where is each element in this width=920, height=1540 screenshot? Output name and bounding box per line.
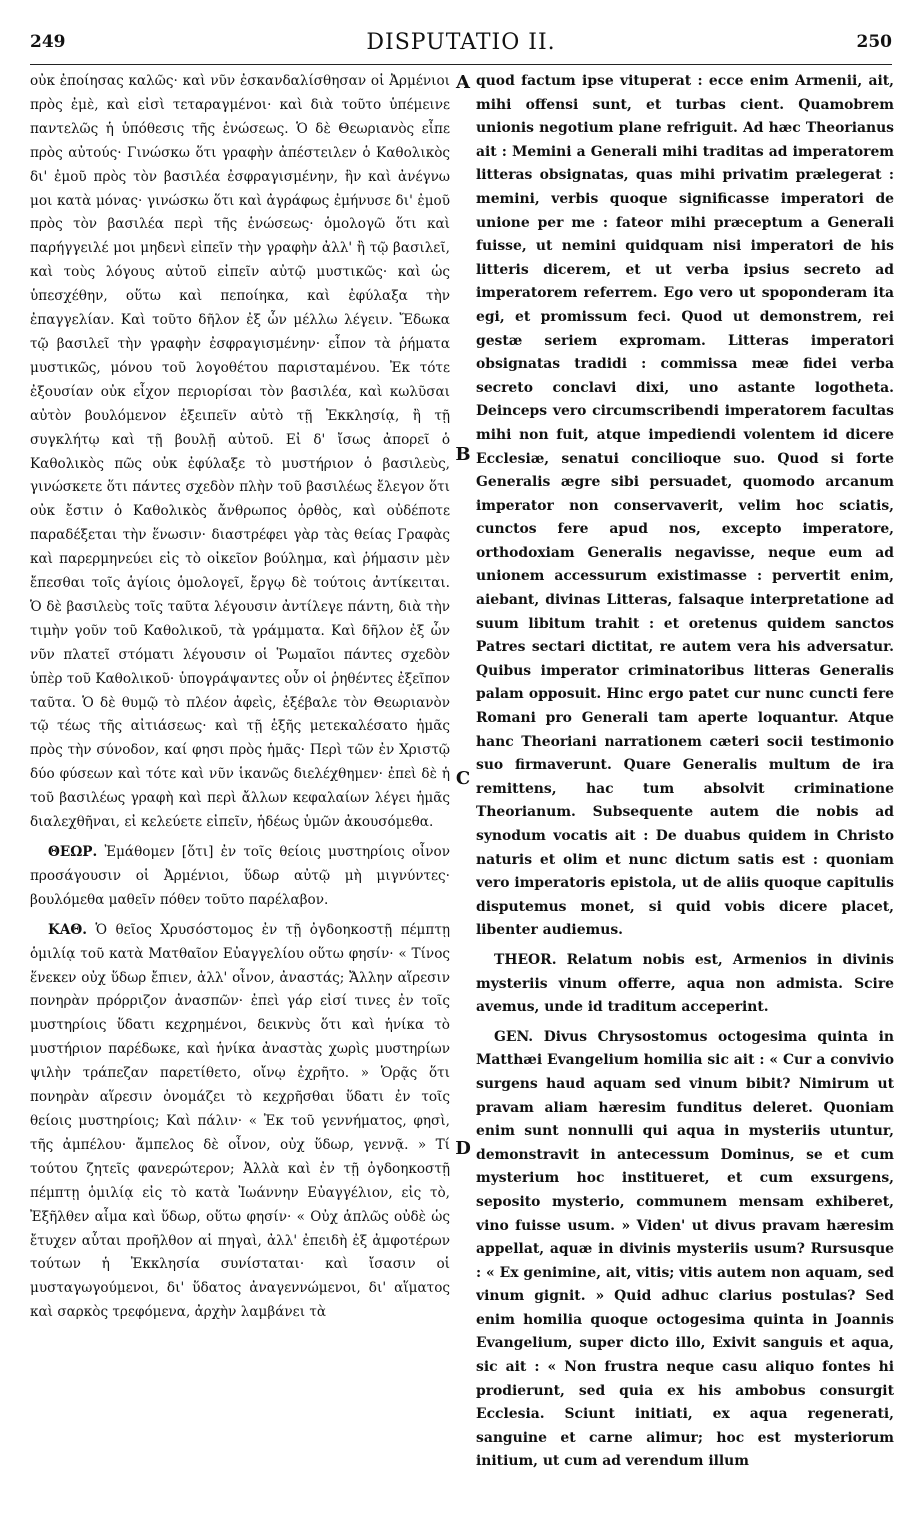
- greek-column: [30, 70, 450, 1520]
- speaker-label: THEOR.: [494, 951, 557, 968]
- latin-column: [476, 70, 894, 1520]
- margin-marker-d: D: [455, 1138, 471, 1159]
- page-number-left: 249: [30, 32, 66, 52]
- page-number-right: 250: [856, 32, 892, 52]
- speaker-label: GEN.: [494, 1028, 534, 1045]
- latin-paragraph: [476, 1026, 894, 1474]
- speaker-label: ΘΕΩΡ.: [48, 844, 98, 860]
- greek-paragraph: [30, 841, 450, 913]
- latin-paragraph: quod factum ipse vituperat : ecce enim Armenii, ait, mihi offensi sunt, et turbas cient. Quamobrem unionis negotium plane refriguit. Ad hæc Theorianus ait : Memini a Generali mihi traditas ad imperatorem litteras obsignatas, quas mihi privatim prælegerat : memini, verbis quoque significasse imperatori de unione per me : fateor mihi præceptum a Generali fuisse, ut nemini quidquam nisi imperatori de his litteris dicerem, et ut verba ipsius secreto ad imperatorem referrem. Ego vero ut spoponderam ita egi, et promissum feci. Quod ut demonstrem, rei gestæ seriem expromam. Litteras imperatori obsignatas tradidi : commissa meæ fidei verba secreto conclavi dixi, uno astante logotheta. Deinceps vero circumscribendi imperatorem facultas mihi non fuit, atque impediendi volentem id dicere Ecclesiæ, senatui concilioque suo. Quod si forte Generalis ægre sibi persuadet, quomodo arcanum imperator non conservaverit, velim hoc sciatis, cunctos fere apud nos, excepto imperatore, orthodoxiam Generalis negavisse, neque eum ad unionem accessurum existimasse : pervertit enim, aiebant, divinas Litteras, falsaque interpretatione ad suum libitum trahit : et oretenus quidem sanctos Patres sectari dictitat, re autem vera his adversatur. Quibus imperator criminatoribus litteras Generalis palam opposuit. Hinc ergo patet cur nunc cuncti fere Romani pro Generali tam aperte loquantur. Atque hanc Theoriani narrationem cæteri socii testimonio suo firmaverunt. Quare Generalis multum de ira remittens, hac tum absolvit criminatione Theorianum. Subsequente autem die nobis ad synodum vocatis ait : De duabus quidem in Christo naturis et olim et nunc dictum satis est : quoniam vero imperatoris epistola, ut de aliis quoque capitulis disputemus monet, si quid vobis dicere placet, libenter audiemus.: [476, 73, 894, 939]
- greek-paragraph-text: Ὁ θεῖος Χρυσόστομος ἐν τῇ ὀγδοηκοστῇ πέμπτῃ ὁμιλίᾳ τοῦ κατὰ Ματθαῖον Εὐαγγελίου οὕτω φησίν· « Τίνος ἕνεκεν οὐχ ὕδωρ ἔπιεν, ἀλλ' οἶνον, ἀναστάς; Ἄλλην αἵρεσιν πονηρὰν πρόρριζον ἀνασπῶν· ἐπεὶ γάρ εἰσί τινες ἐν τοῖς μυστηρίοις ὕδατι κεχρημένοι, δεικνὺς ὅτι καὶ ἡνίκα τὸ μυστήριον παρέδωκε, καὶ ἡνίκα ἀναστὰς χωρὶς μυστηρίων ψιλὴν τράπεζαν παρετίθετο, οἴνῳ ἐχρῆτο. » Ὁρᾷς ὅτι πονηρὰν αἵρεσιν ὀνομάζει τὸ κεχρῆσθαι ὕδατι ἐν τοῖς θείοις μυστηρίοις; Καὶ πάλιν· « Ἐκ τοῦ γεννήματος, φησὶ, τῆς ἀμπέλου· ἄμπελος δὲ οἶνον, οὐχ ὕδωρ, γεννᾷ. » Τί τούτου ζητεῖς φανερώτερον; Ἀλλὰ καὶ ἐν τῇ ὀγδοηκοστῇ πέμπτῃ ὁμιλίᾳ εἰς τὸ κατὰ Ἰωάννην Εὐαγγέλιον, εἰς τὸ, Ἐξῆλθεν αἷμα καὶ ὕδωρ, οὕτω φησίν· « Οὐχ ἁπλῶς οὐδὲ ὡς ἔτυχεν αὗται προῆλθον αἱ πηγαὶ, ἀλλ' ἐπειδὴ ἐξ ἀμφοτέρων τούτων ἡ Ἐκκλησία συνίσταται· καὶ ἴσασιν οἱ μυσταγωγούμενοι, δι' ὕδατος ἀναγεννώμενοι, δι' αἵματος καὶ σαρκὸς τρεφόμενα, ἀρχὴν λαμβάνει τὰ: [30, 921, 450, 1321]
- greek-paragraph: [30, 919, 450, 1325]
- latin-paragraph: [476, 949, 894, 1020]
- margin-marker-b: B: [455, 444, 471, 465]
- margin-marker-a: A: [456, 72, 470, 93]
- latin-paragraph-text: Relatum nobis est, Armenios in divinis mysteriis vinum offerre, aqua non admista. Scire avemus, unde id traditum acceperint.: [476, 951, 894, 1016]
- margin-marker-c: C: [455, 768, 471, 789]
- greek-paragraph: οὐκ ἐποίησας καλῶς· καὶ νῦν ἐσκανδαλίσθησαν οἱ Ἀρμένιοι πρὸς ἐμὲ, καὶ εἰσὶ τεταραγμένοι· καὶ διὰ τοῦτο ὑπέμεινε παντελῶς ἡ ὑπόθεσις τῆς ἑνώσεως. Ὁ δὲ Θεωριανὸς εἶπε πρὸς αὐτούς· Γινώσκω ὅτι γραφὴν ἀπέστειλεν ὁ Καθολικὸς δι' ἐμοῦ πρὸς τὸν βασιλέα ἐσφραγισμένην, ἣν καὶ ἀνέγνω μοι κατὰ μόνας· γινώσκω ὅτι καὶ ἀγράφως ἐμήνυσε δι' ἐμοῦ πρὸς τὸν βασιλέα περὶ τῆς ἑνώσεως· ὁμολογῶ ὅτι καὶ παρήγγειλέ μοι μηδενὶ εἰπεῖν τὴν γραφὴν ἀλλ' ἢ τῷ βασιλεῖ, καὶ τοὺς λόγους αὐτοῦ εἰπεῖν αὐτῷ μυστικῶς· καὶ ὡς ὑπεσχέθην, οὕτω καὶ πεποίηκα, καὶ ἐφύλαξα τὴν ἐπαγγελίαν. Καὶ τοῦτο δῆλον ἐξ ὧν μέλλω λέγειν. Ἔδωκα τῷ βασιλεῖ τὴν γραφὴν ἐσφραγισμένην· εἶπον τὰ ῥήματα μυστικῶς, μόνου τοῦ λογοθέτου παρισταμένου. Ἐκ τότε ἐξουσίαν οὐκ εἶχον περιορίσαι τὸν βασιλέα, καὶ κωλῦσαι αὐτὸν βουλόμενον ἐξειπεῖν αὐτὸ τῇ Ἐκκλησίᾳ, ἢ τῇ συγκλήτῳ καὶ τῇ βουλῇ αὐτοῦ. Εἰ δ' ἴσως ἀπορεῖ ὁ Καθολικὸς πῶς οὐκ ἐφύλαξε τὸ μυστήριον ὁ βασιλεὺς, γινώσκετε ὅτι πάντες σχεδὸν πλὴν τοῦ βασιλέως ἔλεγον ὅτι οὐκ ἔστιν ὁ Καθολικὸς ἄνθρωπος ὀρθὸς, καὶ οὐδέποτε παραδέξεται τὴν ἕνωσιν· διαστρέφει γὰρ τὰς θείας Γραφὰς καὶ παρερμηνεύει εἰς τὸ οἰκεῖον βούλημα, καὶ ῥήμασιν μὲν ἔπεσθαι τοῖς ἁγίοις ὁμολογεῖ, ἔργῳ δὲ τούτοις ἀντίκειται. Ὁ δὲ βασιλεὺς τοῖς ταῦτα λέγουσιν ἀντίλεγε πάντη, διὰ τὴν τιμὴν γοῦν τοῦ Καθολικοῦ, τὰ γράμματα. Καὶ δῆλον ἐξ ὧν νῦν πλατεῖ στόματι λέγουσιν οἱ Ῥωμαῖοι πάντες σχεδὸν ὑπὲρ τοῦ Καθολικοῦ· ὑπογράψαντες οὖν οἱ ῥηθέντες ἐξεῖπον ταῦτα. Ὁ δὲ θυμῷ τὸ πλέον ἀφεὶς, ἐξέβαλε τὸν Θεωριανὸν τῷ τέως τῆς αἰτιάσεως· καὶ τῇ ἑξῆς μετεκαλέσατο ἡμᾶς πρὸς τὴν σύνοδον, καί φησι πρὸς ἡμᾶς· Περὶ τῶν ἐν Χριστῷ δύο φύσεων καὶ τότε καὶ νῦν ἱκανῶς διελέχθημεν· ἐπεὶ δὲ ἡ τοῦ βασιλέως γραφὴ καὶ περὶ ἄλλων κεφαλαίων λέγει ἡμᾶς διαλεχθῆναι, εἰ κελεύετε εἰπεῖν, ἡδέως ὑμῶν ἀκουσόμεθα.: [30, 73, 450, 831]
- page-header: [30, 28, 892, 65]
- latin-paragraph-text: Divus Chrysostomus octogesima quinta in Matthæi Evangelium homilia sic ait : « Cur a convivio surgens haud aquam sed vinum bibit? Nimirum ut pravam aliam hæresim funditus deleret. Quoniam enim sunt nonnulli qui aqua in mysteriis utuntur, demonstravit in antecessum Dominus, se et cum mysterium hoc institueret, et cum exsurgens, seposito mysterio, communem mensam exhiberet, vino fuisse usum. » Viden' ut divus pravam hæresim appellat, aquæ in divinis mysteriis usum? Rursusque : « Ex genimine, ait, vitis; vitis autem non aquam, sed vinum gignit. » Quid adhuc clarius postulas? Sed enim homilia quoque octogesima quinta in Joannis Evangelium, super dicto illo, Exivit sanguis et aqua, sic ait : « Non frustra neque casu aliquo fontes hi prodierunt, sed quia ex his ambobus consurgit Ecclesia. Sciunt initiati, ex aqua regenerati, sanguine et carne alimur; hoc est mysteriorum initium, ut cum ad verendum illum: [476, 1028, 894, 1470]
- running-title: DISPUTATIO II.: [366, 30, 556, 55]
- greek-paragraph-text: Ἐμάθομεν [ὅτι] ἐν τοῖς θείοις μυστηρίοις οἶνον προσάγουσιν οἱ Ἀρμένιοι, ὕδωρ αὐτῷ μὴ μιγνύντες· βουλόμεθα μαθεῖν πόθεν τοῦτο παρέλαβον.: [30, 844, 450, 908]
- speaker-label: ΚΑΘ.: [48, 921, 87, 938]
